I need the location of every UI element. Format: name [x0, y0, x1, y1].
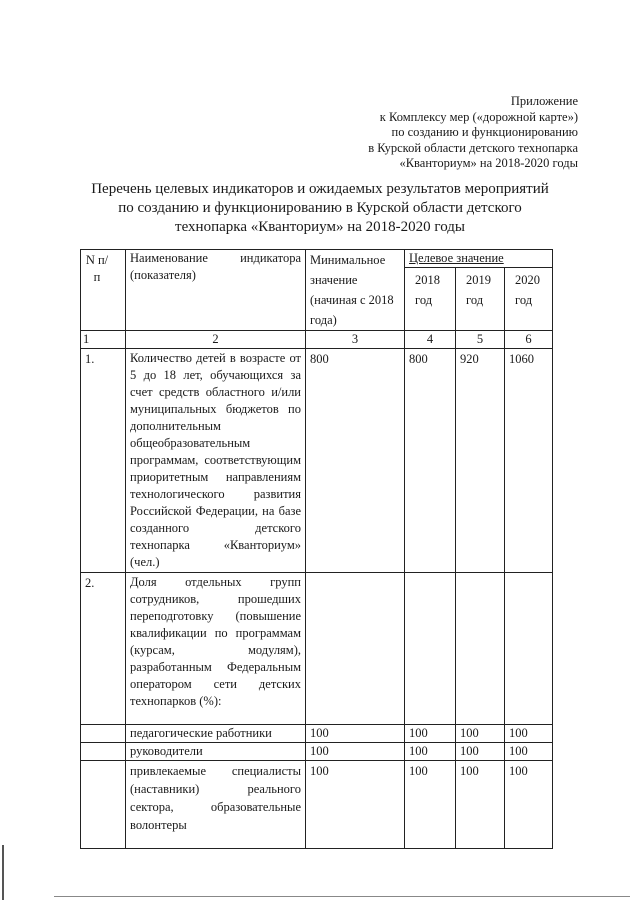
row-indicator-name: Количество детей в возрасте от 5 до 18 лет, обучающихся за счет средств областного и/или муниципальных бюджетов по дополнительным общеобразовательным программам, соответствующим приоритетным направлениям технологического развития Российской Федерации, на базе созданного детского технопарка «Кванториум» (чел.) [126, 349, 306, 573]
row-value-2019 [456, 573, 505, 725]
row-indicator-name: привлекаемые специалисты (наставники) реального сектора, образовательные волонтеры [126, 761, 306, 849]
row-value-2019: 100 [456, 761, 505, 849]
header-name [126, 250, 306, 331]
row-indicator-name: педагогические работники [126, 725, 306, 743]
header-name-line1: Наименование индикатора [130, 251, 301, 265]
row-value-2018 [405, 573, 456, 725]
table-row [81, 743, 553, 761]
indicators-table [80, 249, 553, 849]
row-value-2020: 100 [505, 743, 553, 761]
row-num [81, 725, 126, 743]
appendix-line: «Кванториум» на 2018-2020 годы [399, 156, 578, 170]
row-num: 1. [81, 349, 126, 573]
scan-edge-mark [2, 845, 4, 900]
row-min-value: 100 [306, 761, 405, 849]
document-title [70, 180, 570, 237]
appendix-line: по созданию и функционированию [391, 125, 578, 139]
table-row [81, 725, 553, 743]
appendix-line: в Курской области детского технопарка [368, 140, 578, 155]
row-num: 2. [81, 573, 126, 725]
row-value-2020: 100 [505, 761, 553, 849]
colnum-4: 4 [405, 331, 456, 349]
row-value-2020: 1060 [505, 349, 553, 573]
row-min-value [306, 573, 405, 725]
appendix-line: к Комплексу мер («дорожной карте») [379, 109, 578, 124]
row-min-value: 100 [306, 743, 405, 761]
colnum-6: 6 [505, 331, 553, 349]
row-num [81, 761, 126, 849]
header-year-2020: 2020 год [505, 268, 553, 331]
header-target-value: Целевое значение [405, 250, 553, 268]
table-row [81, 761, 553, 849]
colnum-5: 5 [456, 331, 505, 349]
colnum-1: 1 [81, 331, 126, 349]
header-year-2018: 2018 год [405, 268, 456, 331]
header-num: N п/п [81, 250, 126, 331]
table-row [81, 573, 553, 725]
header-min-value: Минимальное значение (начиная с 2018 года) [306, 250, 405, 331]
row-value-2018: 100 [405, 743, 456, 761]
title-line: по созданию и функционированию в Курской области детского [118, 200, 522, 216]
table-row [81, 349, 553, 573]
row-indicator-name: руководители [126, 743, 306, 761]
row-value-2019: 100 [456, 743, 505, 761]
row-value-2019: 920 [456, 349, 505, 573]
title-line: Перечень целевых индикаторов и ожидаемых результатов мероприятий [91, 181, 549, 197]
row-num [81, 743, 126, 761]
appendix-line: Приложение [510, 94, 578, 108]
header-name-line2: (показателя) [130, 268, 196, 282]
page-bottom-divider [54, 896, 630, 897]
row-min-value: 800 [306, 349, 405, 573]
colnum-3: 3 [306, 331, 405, 349]
row-value-2018: 100 [405, 761, 456, 849]
column-number-row [81, 331, 553, 349]
appendix-note [368, 94, 578, 172]
header-year-2019: 2019 год [456, 268, 505, 331]
colnum-2: 2 [126, 331, 306, 349]
row-value-2020 [505, 573, 553, 725]
row-value-2019: 100 [456, 725, 505, 743]
title-line: технопарка «Кванториум» на 2018-2020 годы [175, 219, 465, 235]
row-value-2020: 100 [505, 725, 553, 743]
table-header-row [81, 250, 553, 268]
row-value-2018: 100 [405, 725, 456, 743]
row-value-2018: 800 [405, 349, 456, 573]
row-min-value: 100 [306, 725, 405, 743]
row-indicator-name: Доля отдельных групп сотрудников, прошедших переподготовку (повышение квалификации по программам (курсам, модулям), разработанным Федеральным оператором сети детских технопарков (%): [126, 573, 306, 725]
